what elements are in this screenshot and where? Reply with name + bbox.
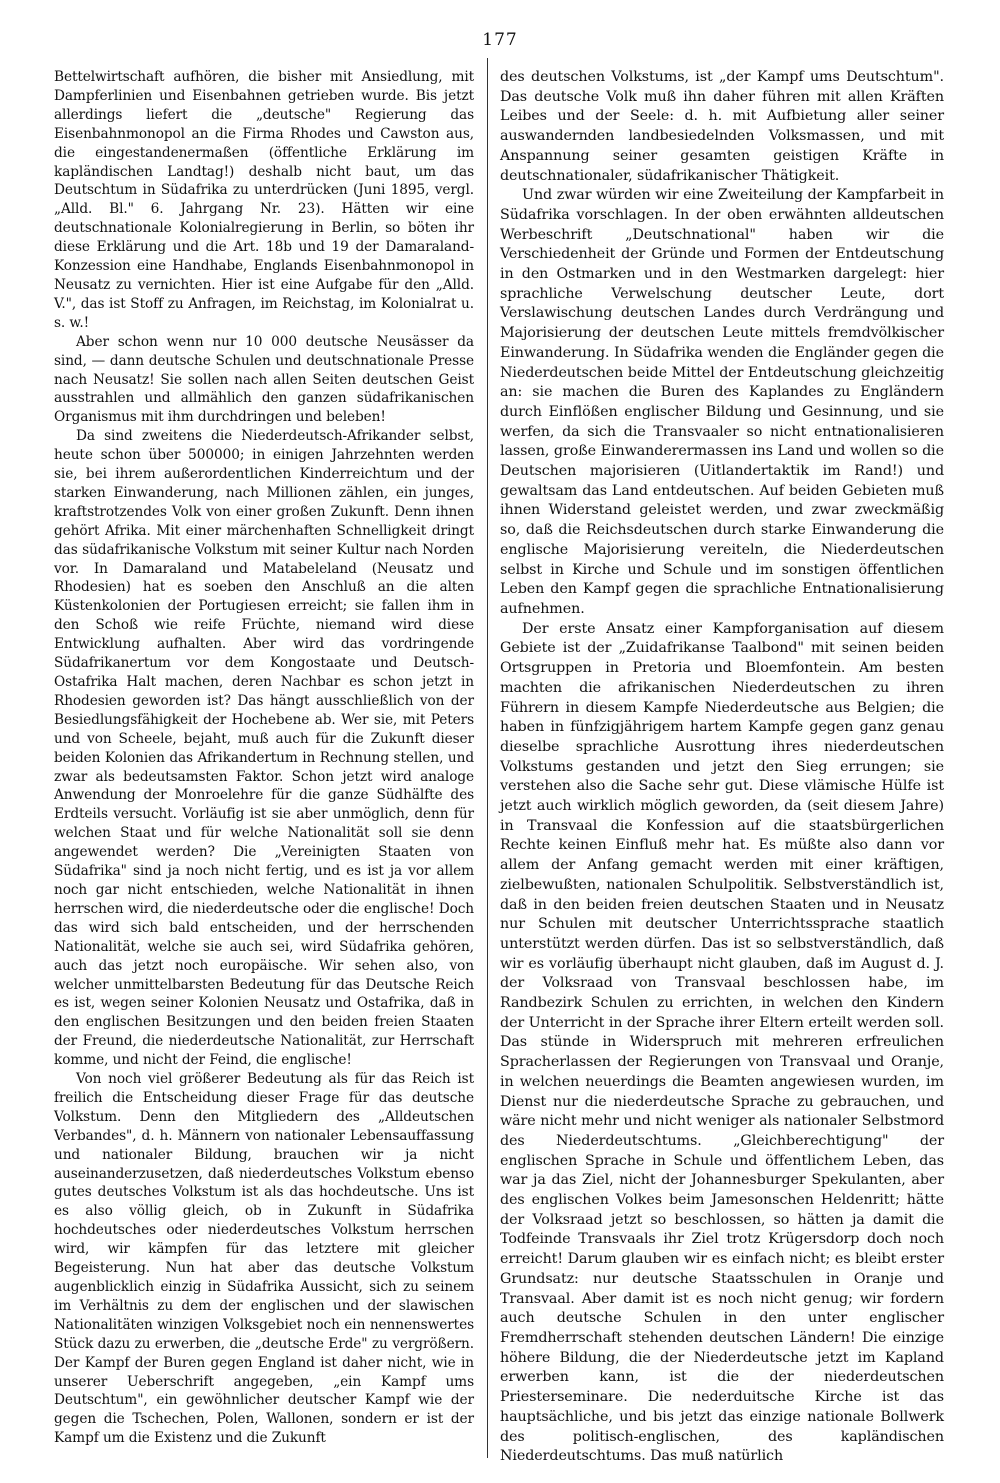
paragraph: Der erste Ansatz einer Kampforganisation auf diesem Gebiete ist der „Zuidafrikanse Taalbond" mit seinen beiden Ortsgruppen in Pretoria und Bloemfontein. Am besten machten die afrikanischen Niederdeutschen zu ihren Führern in diesem Kampfe Niederdeutsche aus Belgien; die haben in fünfzigjährigem hartem Kampfe gegen ganz genau dieselbe sprachliche Ausrottung ihres niederdeutschen Volkstums gestanden und jetzt den Sieg errungen; sie verstehen also die Sache sehr gut. Diese vlämische Hülfe ist jetzt auch wirklich möglich geworden, da (seit diesem Jahre) in Transvaal die Konfession auf die staatsbürgerlichen Rechte keinen Einfluß mehr hat. Es müßte also dann vor allem der Anfang gemacht werden mit einer kräftigen, zielbewußten, nationalen Schulpolitik. Selbstverständlich ist, daß in den beiden freien deutschen Staaten und in Neusatz nur Schulen mit deutscher Unterrichtssprache staatlich unterstützt werden dürfen. Das ist so selbstverständlich, daß wir es vorläufig überhaupt nicht glauben, daß im August d. J. der Volksraad von Transvaal beschlossen habe, im Randbezirk Schulen zu errichten, in welchen den Kindern der Unterricht in der Sprache ihrer Eltern erteilt werden soll. Das stünde in Widerspruch mit mehreren erfreulichen Spracherlassen der Regierungen von Transvaal und Oranje, in welchen neuerdings die Beamten angewiesen wurden, im Dienst nur die niederdeutsche Sprache zu gebrauchen, und wäre nicht mehr und nicht weniger als nationaler Selbstmord des Niederdeutschtums. „Gleichberechtigung" der englischen Sprache in Schule und öffentlichem Leben, das war ja das Ziel, nicht der Johannesburger Spekulanten, aber des englischen Volkes beim Jamesonschen Heldenritt; hätte der Volksraad jetzt so beschlossen, so hätten ja damit die Todfeinde Transvaals ihr Ziel trotz Krügersdorp doch noch erreicht! Darum glauben wir es einfach nicht; es bleibt erster Grundsatz: nur deutsche Staatsschulen in Oranje und Transvaal. Aber damit ist es noch nicht genug; wir fordern auch deutsche Schulen in den unter englischer Fremdherrschaft stehenden deutschen Ländern! Die einzige höhere Bildung, die der Niederdeutsche jetzt im Kapland erwerben kann, ist die der niederdeutschen Priesterseminare. Die nederduitsche Kirche ist das hauptsächliche, und bis jetzt das einzige nationale Bollwerk des politisch-englischen, des kapländischen Niederdeutschtums. Das muß natürlich	[500, 620, 944, 1465]
right-column	[500, 68, 944, 1467]
paragraph: Von noch viel größerer Bedeutung als für das Reich ist freilich die Entscheidung dieser Frage für das deutsche Volkstum. Denn den Mitgliedern des „Alldeutschen Verbandes", d. h. Männern von nationaler Lebensauffassung und nationaler Bildung, brauchen wir ja nicht auseinanderzusetzen, daß niederdeutsches Volkstum ebenso gutes deutsches Volkstum ist als das hochdeutsche. Uns ist es also völlig gleich, ob in Zukunft in Südafrika hochdeutsches oder niederdeutsches Volkstum herrschen wird, wir kämpfen für das letztere mit gleicher Begeisterung. Nun hat aber das deutsche Volkstum augenblicklich einzig in Südafrika Aussicht, sich zu seinem im Verhältnis zu dem der englischen und der slawischen Nationalitäten winzigen Volksgebiet noch ein nennenswertes Stück dazu zu erwerben, die „deutsche Erde" zu vergrößern. Der Kampf der Buren gegen England ist daher nicht, wie in unserer Ueberschrift angegeben, „ein Kampf ums Deutschtum", ein gewöhnlicher deutscher Kampf wie der gegen die Tschechen, Polen, Wallonen, sondern er ist der Kampf um die Existenz und die Zukunft	[54, 1071, 474, 1447]
paragraph: Bettelwirtschaft aufhören, die bisher mit Ansiedlung, mit Dampferlinien und Eisenbahnen getrieben wurde. Bis jetzt allerdings liefert die „deutsche" Regierung das Eisenbahnmonopol an die Firma Rhodes und Cawston aus, die eingestandenermaßen (öffentliche Erklärung im kapländischen Landtag!) deshalb nicht baut, um das Deutschtum in Südafrika zu unterdrücken (Juni 1895, vergl. „Alld. Bl." 6. Jahrgang Nr. 23). Hätten wir eine deutschnationale Kolonialregierung in Berlin, so böten ihr diese Erklärung und die Art. 18b und 19 der Damaraland-Konzession eine Handhabe, Englands Eisenbahnmonopol in Neusatz zu vernichten. Hier ist eine Aufgabe für den „Alld. V.", das ist Stoff zu Anfragen, im Reichstag, im Kolonialrat u. s. w.!	[54, 69, 474, 331]
left-column	[54, 68, 474, 1448]
paragraph: Aber schon wenn nur 10 000 deutsche Neusässer da sind, — dann deutsche Schulen und deutschnationale Presse nach Neusatz! Sie sollen nach allen Seiten deutschen Geist ausstrahlen und allmählich den ganzen südafrikanischen Organismus mit ihm durchdringen und beleben!	[54, 333, 474, 426]
page-number: 177	[482, 30, 518, 50]
paragraph: Und zwar würden wir eine Zweiteilung der Kampfarbeit in Südafrika vorschlagen. In der oben erwähnten alldeutschen Werbeschrift „Deutschnational" haben wir die Verschiedenheit der Gründe und Formen der Entdeutschung in den Ostmarken und in den Westmarken dargelegt: hier sprachliche Verwelschung deutscher Leute, dort Verslawischung deutschen Landes durch Verdrängung und Majorisierung der deutschen Leute mittels fremdvölkischer Einwanderung. In Südafrika wenden die Engländer gegen die Niederdeutschen beide Mittel der Entdeutschung gleichzeitig an: sie machen die Buren des Kaplandes zu Engländern durch Einflößen englischer Bildung und Gesinnung, und sie werfen, da sich die Transvaaler so nicht entnationalisieren lassen, große Einwanderermassen ins Land und wollen so die Deutschen majorisieren (Uitlandertaktik im Rand!) und gewaltsam das Land entdeutschen. Auf beiden Gebieten muß ihnen Widerstand geleistet werden, und zwar zweckmäßig so, daß die Reichsdeutschen durch starke Einwanderung die englische Majorisierung vereiteln, die Niederdeutschen selbst in Kirche und Schule und im sonstigen öffentlichen Leben den Kampf gegen die sprachliche Entnationalisierung aufnehmen.	[500, 187, 944, 617]
column-divider	[487, 58, 488, 1458]
paragraph: des deutschen Volkstums, ist „der Kampf ums Deutschtum". Das deutsche Volk muß ihn daher führen mit allen Kräften Leibes und der Seele: d. h. mit Aufbietung aller seiner auswandernden landbesiedelnden Volksmassen, und mit Anspannung seiner gesamten geistigen Kräfte in deutschnationaler, südafrikanischer Thätigkeit.	[500, 69, 944, 184]
paragraph: Da sind zweitens die Niederdeutsch-Afrikander selbst, heute schon über 500000; in einigen Jahrzehnten werden sie, bei ihrem außerordentlichen Kinderreichtum und der starken Einwanderung, nach Millionen zählen, ein junges, kraftstrotzendes Volk von einer großen Zukunft. Denn ihnen gehört Afrika. Mit einer märchenhaften Schnelligkeit dringt das südafrikanische Volkstum mit seiner Kultur nach Norden vor. In Damaraland und Matabeleland (Neusatz und Rhodesien) hat es soeben den Anschluß an die alten Küstenkolonien der Portugiesen erreicht; sie fallen ihm in den Schoß wie reife Früchte, niemand wird diese Entwicklung aufhalten. Aber wird das vordringende Südafrikanertum vor dem Kongostaate und Deutsch-Ostafrika Halt machen, deren Nachbar es schon jetzt in Rhodesien geworden ist? Das hängt ausschließlich von der Besiedlungsfähigkeit der Hochebene ab. Wer sie, mit Peters und von Scheele, bejaht, muß auch für die Zukunft dieser beiden Kolonien das Afrikandertum in Rechnung stellen, und zwar als bedeutsamsten Faktor. Schon jetzt wird analoge Anwendung der Monroelehre für die ganze Südhälfte des Erdteils versucht. Vorläufig ist sie aber unmöglich, denn für welchen Staat und für welche Nationalität soll sie denn angewendet werden? Die „Vereinigten Staaten von Südafrika" sind ja noch nicht fertig, und es ist ja vor allem noch gar nicht entschieden, welche Nationalität in ihnen herrschen wird, die niederdeutsche oder die englische! Doch das wird sich bald entscheiden, und der herrschenden Nationalität, welche sie auch sei, wird Südafrika gehören, auch das jetzt noch europäische. Wir sehen also, von welcher unmittelbarsten Bedeutung für das Deutsche Reich es ist, wegen seiner Kolonien Neusatz und Ostafrika, daß in den englischen Besitzungen und den beiden freien Staaten der Freund, die niederdeutsche Nationalität, zur Herrschaft komme, und nicht der Feind, die englische!	[54, 428, 474, 1069]
